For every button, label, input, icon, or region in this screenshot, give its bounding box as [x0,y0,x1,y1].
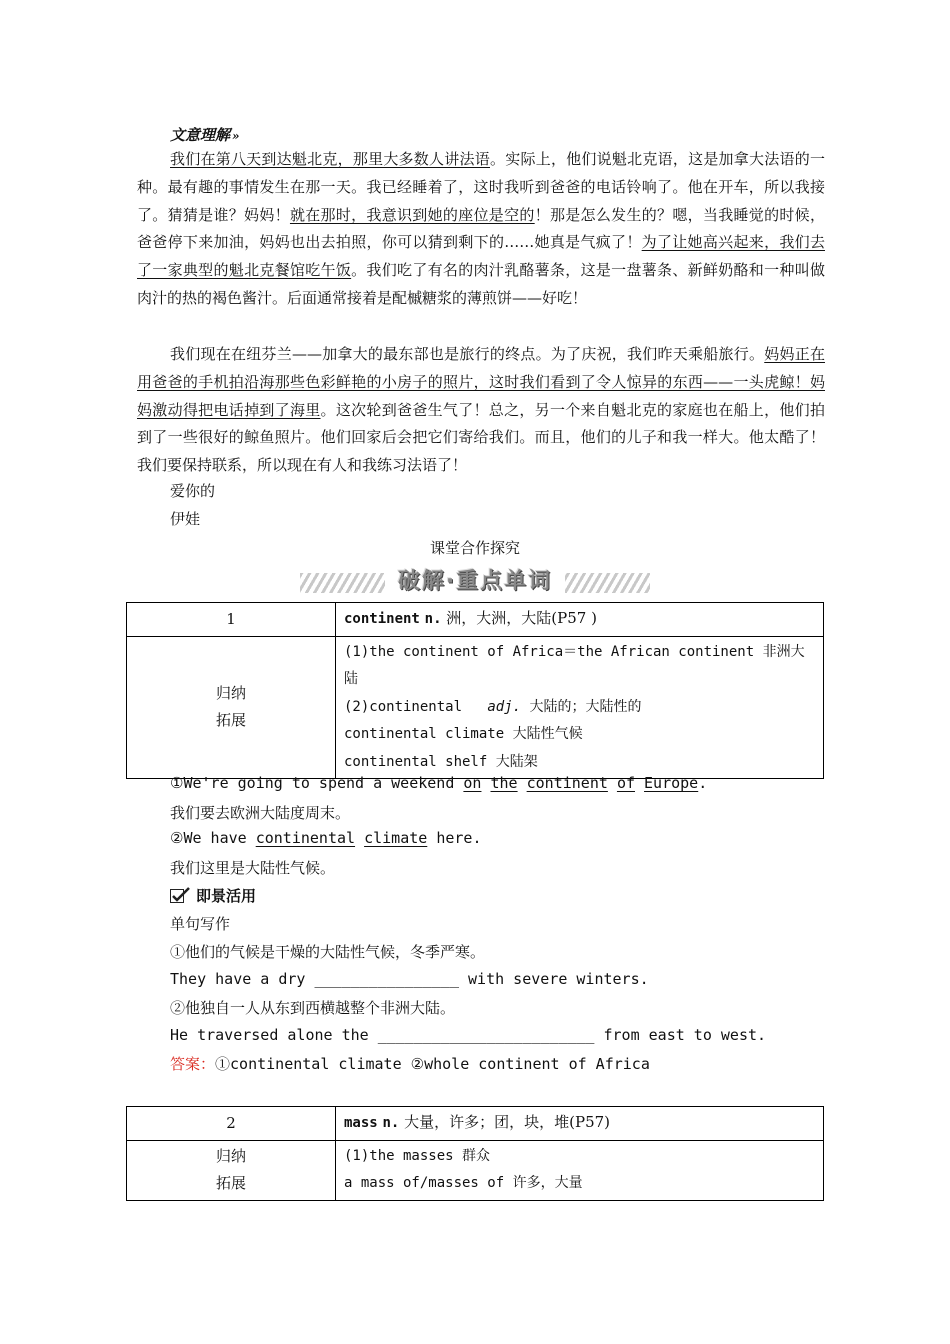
example-text: ②We have [170,829,256,847]
example-sentence-1 [170,774,707,792]
paragraph-text: 。实际上，他们说魁北克语，这是加拿大法语的一种。最有趣的事情发生在那一天。我已经睡着了，这时我听到爸爸的电话铃响了。他在开车，所以我接了。猜猜是谁？妈妈！ [137,150,825,224]
paragraph-text: 我们现在在纽芬兰——加拿大的最东部也是旅行的终点。为了庆祝，我们昨天乘船旅行。 [170,345,765,363]
extend-label-line: 归纳 [215,683,246,702]
reading-heading [170,124,240,145]
practice-title: 即景活用 [196,887,257,905]
paragraph-text: 。我们吃了有名的肉汁乳酪薯条，这是一盘薯条、新鲜奶酪和一种叫做肉汁的热的褐色酱汁。后面通常接着是配槭糖浆的薄煎饼——好吃！ [137,261,825,307]
letter-signature: 伊娃 [170,510,201,528]
question-2-english: He traversed alone the ________________________ from east to west. [170,1026,767,1044]
word-meaning: 洲，大洲，大陆(P57 ) [446,609,597,627]
table-row [127,1140,824,1200]
part-of-speech: n. [424,611,442,627]
example-underlined: on [463,774,482,792]
extend-content [336,636,824,779]
example-underlined: continent [526,774,608,792]
extension-line: (1)the masses 群众 [344,1147,491,1164]
extend-content [336,1140,824,1200]
example-text: . [698,774,708,792]
example-text: ①We're going to spend a weekend [170,774,464,792]
headword: continent [344,611,420,627]
practice-heading [170,885,256,906]
answer-line [170,1053,650,1074]
example-sentence-2 [170,829,481,847]
extension-line: (1)the continent of Africa＝the African continent 非洲大陆 [344,643,805,687]
banner-label: 破解·重点单词 [385,565,565,599]
example-underlined: Europe [644,774,699,792]
extension-word: (2)continental [344,698,463,715]
extension-line: continental shelf 大陆架 [344,753,538,770]
word-entry [336,603,824,637]
practice-type: 单句写作 [170,915,231,933]
example-underlined: climate [364,829,428,847]
part-of-speech: n. [382,1115,400,1131]
example-translation-1: 我们要去欧洲大陆度周末。 [170,804,351,822]
underlined-sentence: 为了让她高兴起来，我们去了一家典型的魁北克餐馆吃午饭 [137,233,825,280]
example-text: here. [427,829,482,847]
question-2-chinese: ②他独自一人从东到西横越整个非洲大陆。 [170,999,456,1017]
pencil-check-icon [170,887,190,903]
table-row [127,1107,824,1141]
word-meaning: 大量，许多；团，块，堆(P57) [404,1113,611,1131]
extend-label [127,636,336,779]
word-entry [336,1107,824,1141]
reading-paragraph-1 [137,146,825,313]
extension-pos: adj. [487,698,522,715]
reading-paragraph-2 [137,341,825,480]
question-1-english: They have a dry ________________ with severe winters. [170,970,649,988]
headword: mass [344,1115,378,1131]
double-chevron-icon: » [232,129,240,143]
paragraph-text: ！那是怎么发生的？嗯，当我睡觉的时候，爸爸停下来加油，妈妈也出去拍照，你可以猜到剩下的……她真是气疯了！ [137,205,825,252]
table-row [127,636,824,779]
answer-label: 答案： [170,1055,216,1073]
underlined-sentence: 妈妈正在用爸爸的手机拍沿海那些色彩鲜艳的小房子的照片，这时我们看到了令人惊异的东西——一头虎鲸！妈妈激动得把电话掉到了海里 [137,345,825,419]
paragraph-text: 。这次轮到爸爸生气了！总之，另一个来自魁北克的家庭也在船上，他们拍到了一些很好的鲸鱼照片。他们回家后会把它们寄给我们。而且，他们的儿子和我一样大。他太酷了！我们要保持联系，所以现在有人和我练习法语了！ [137,400,825,475]
example-underlined: of [616,774,635,792]
extend-label-line: 归纳 [215,1146,246,1165]
vocab-table-mass [126,1106,824,1201]
example-underlined: the [490,774,518,792]
section-banner [300,565,650,599]
answer-text: ①continental climate ②whole continent of Africa [215,1055,650,1073]
extension-line: continental climate 大陆性气候 [344,726,583,742]
example-underlined: continental [255,829,356,847]
underlined-sentence: 就在那时，我意识到她的座位是空的 [289,205,535,224]
extension-line [344,694,815,722]
word-number: 2 [127,1107,336,1141]
word-number: 1 [127,603,336,637]
section-title: 课堂合作探究 [429,539,520,557]
underlined-sentence: 我们在第八天到达魁北克，那里大多数人讲法语 [170,150,490,168]
example-translation-2: 我们这里是大陆性气候。 [170,859,336,877]
extend-label-line: 拓展 [215,1174,246,1192]
extend-label [127,1140,336,1200]
table-row [127,603,824,637]
reading-heading-text: 文意理解 [170,126,231,144]
extension-line: a mass of/masses of 许多，大量 [344,1175,583,1191]
extension-meaning: 大陆的；大陆性的 [529,698,642,715]
vocab-table-continent [126,602,824,779]
question-1-chinese: ①他们的气候是干燥的大陆性气候，冬季严寒。 [170,943,486,961]
extend-label-line: 拓展 [215,711,246,730]
letter-closing: 爱你的 [170,482,216,500]
